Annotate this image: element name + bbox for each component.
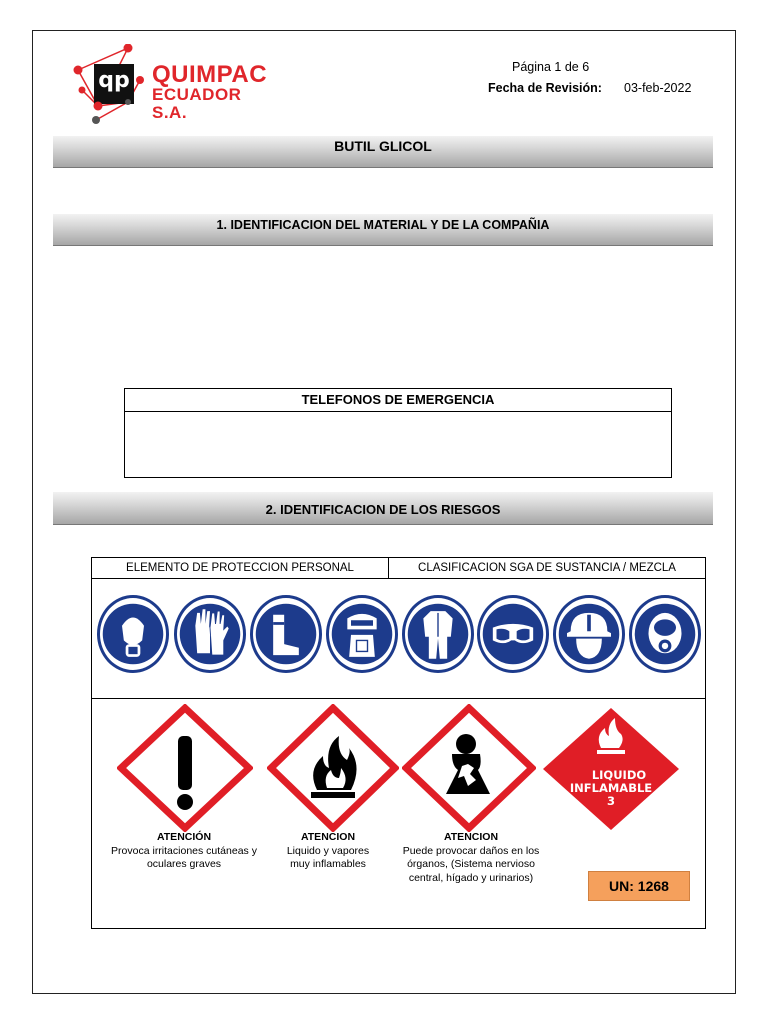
- page-number: Página 1 de 6: [512, 60, 590, 74]
- table-header-divider: [92, 578, 705, 579]
- caption-3-text: Puede provocar daños en los órganos, (Sistema nervioso central, hígado y urinarios): [402, 844, 540, 884]
- respirator-mask-icon: [97, 595, 169, 673]
- table-row-divider: [92, 698, 705, 699]
- document-title: BUTIL GLICOL: [53, 136, 713, 168]
- flame-icon: [267, 704, 399, 832]
- pictogram-caption-2: [280, 831, 376, 872]
- caption-3-title: ATENCION: [443, 831, 499, 843]
- caption-2-title: ATENCION: [300, 831, 356, 843]
- health-hazard-icon: [402, 704, 536, 832]
- caption-1-title: ATENCIÓN: [156, 831, 212, 843]
- section-1-heading: 1. IDENTIFICACION DEL MATERIAL Y DE LA COMPAÑIA: [53, 214, 713, 246]
- company-name-line2: ECUADOR S.A.: [152, 85, 242, 122]
- exclamation-mark-icon: [117, 704, 253, 832]
- hard-hat-icon: [553, 595, 625, 673]
- gloves-icon: [174, 595, 246, 673]
- emergency-phones-box: [124, 388, 672, 478]
- caption-1-text: Provoca irritaciones cutáneas y oculares graves: [111, 844, 257, 870]
- sga-column-header: CLASIFICACION SGA DE SUSTANCIA / MEZCLA: [418, 562, 676, 574]
- flammable-liquid-placard: [541, 706, 681, 832]
- logo-mark: qp: [98, 68, 130, 93]
- pictogram-caption-3: [398, 831, 544, 885]
- revision-label: Fecha de Revisión:: [488, 81, 602, 95]
- coverall-suit-icon: [402, 595, 474, 673]
- section-2-heading: 2. IDENTIFICACION DE LOS RIESGOS: [53, 492, 713, 525]
- ppe-column-header: ELEMENTO DE PROTECCION PERSONAL: [126, 562, 354, 574]
- placard-line1: LIQUIDO: [591, 768, 647, 782]
- company-logo: [68, 44, 278, 126]
- caption-2-text: Liquido y vapores muy inflamables: [286, 844, 370, 870]
- safety-goggles-icon: [477, 595, 549, 673]
- full-face-respirator-icon: [629, 595, 701, 673]
- boots-icon: [250, 595, 322, 673]
- face-shield-apron-icon: [326, 595, 398, 673]
- un-number-badge: UN: 1268: [588, 871, 690, 901]
- placard-class: 3: [606, 794, 615, 808]
- emergency-phones-title: TELEFONOS DE EMERGENCIA: [125, 389, 671, 412]
- pictogram-caption-1: [104, 831, 264, 872]
- revision-date: 03-feb-2022: [624, 81, 692, 95]
- placard-line2: INFLAMABLE: [569, 781, 653, 795]
- company-name: QUIMPAC: [152, 61, 268, 88]
